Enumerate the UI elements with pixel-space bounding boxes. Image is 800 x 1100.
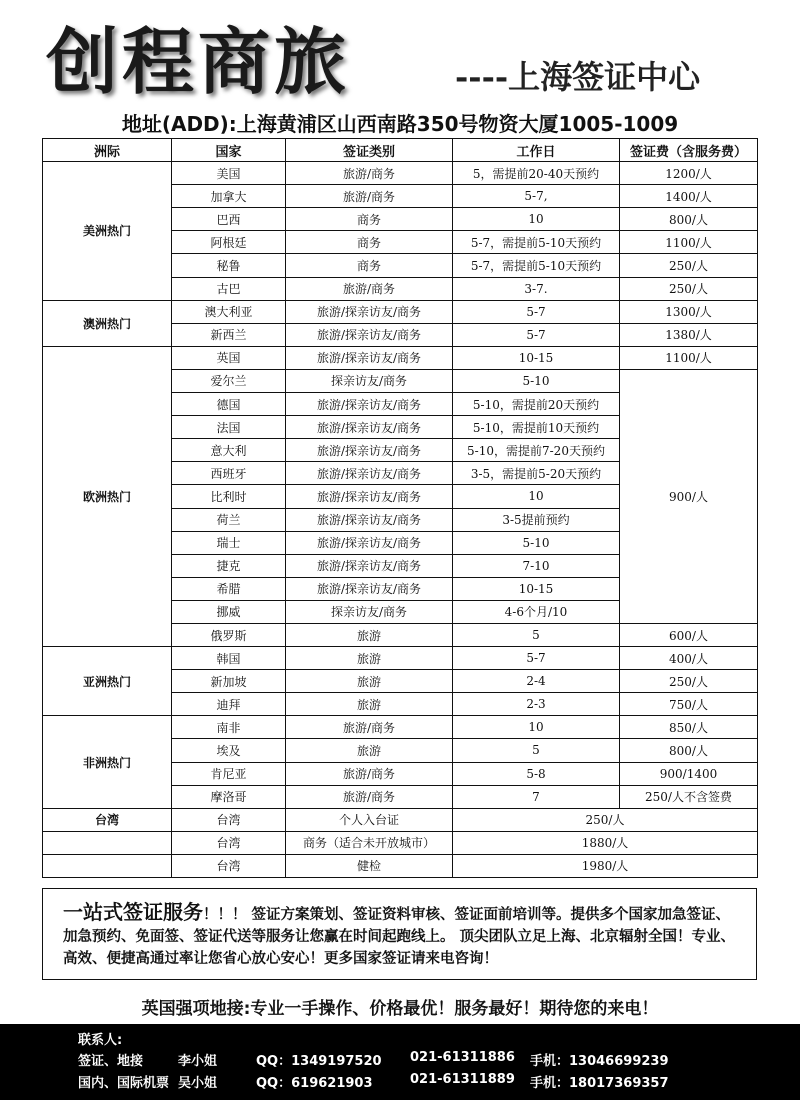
visa-type-cell: 旅游: [286, 647, 453, 670]
working-days-cell: 3-5，需提前5-20天预约: [453, 462, 620, 485]
subtitle: ----上海签证中心: [455, 58, 701, 96]
contact-tel: 021-61311886: [410, 1050, 515, 1065]
country-cell: 摩洛哥: [172, 785, 286, 808]
country-cell: 比利时: [172, 485, 286, 508]
country-cell: 新西兰: [172, 323, 286, 346]
contact-row: [78, 1072, 778, 1090]
contact-mobile: 手机：13046699239: [530, 1054, 669, 1069]
days-fee-cell: 1880/人: [453, 831, 758, 854]
table-row: [43, 854, 758, 877]
visa-type-cell: 旅游: [286, 739, 453, 762]
visa-type-cell: 旅游: [286, 693, 453, 716]
working-days-cell: 2-4: [453, 670, 620, 693]
fee-cell: 250/人不含签费: [620, 785, 758, 808]
working-days-cell: 5-7: [453, 647, 620, 670]
visa-type-cell: 商务（适合未开放城市）: [286, 831, 453, 854]
visa-type-cell: 旅游/探亲访友/商务: [286, 346, 453, 369]
fee-cell: 1300/人: [620, 300, 758, 323]
table-row: [43, 808, 758, 831]
country-cell: 埃及: [172, 739, 286, 762]
working-days-cell: 5-10，需提前20天预约: [453, 393, 620, 416]
working-days-cell: 5-10，需提前10天预约: [453, 416, 620, 439]
country-cell: 英国: [172, 346, 286, 369]
fee-cell: 800/人: [620, 739, 758, 762]
header-visa-type: 签证类别: [286, 139, 453, 162]
visa-type-cell: 健检: [286, 854, 453, 877]
contact-row: [78, 1050, 778, 1068]
country-cell: 迪拜: [172, 693, 286, 716]
visa-type-cell: 旅游/商务: [286, 162, 453, 185]
fee-cell: 400/人: [620, 647, 758, 670]
uk-service-line: 英国强项地接:专业一手操作、价格最优！服务最好！期待您的来电！: [141, 999, 659, 1019]
working-days-cell: 5: [453, 623, 620, 646]
visa-type-cell: 旅游/探亲访友/商务: [286, 300, 453, 323]
header-visa-fee: 签证费（含服务费）: [620, 139, 758, 162]
table-row: [43, 300, 758, 323]
region-cell: 台湾: [43, 808, 172, 831]
country-cell: 瑞士: [172, 531, 286, 554]
working-days-cell: 5-7: [453, 323, 620, 346]
region-cell: 美洲热门: [43, 162, 172, 301]
working-days-cell: 2-3: [453, 693, 620, 716]
contact-title: 联系人:: [78, 1033, 123, 1048]
working-days-cell: 10: [453, 716, 620, 739]
working-days-cell: 4-6个月/10: [453, 600, 620, 623]
visa-type-cell: 商务: [286, 208, 453, 231]
country-cell: 韩国: [172, 647, 286, 670]
country-cell: 台湾: [172, 808, 286, 831]
table-row: [43, 831, 758, 854]
visa-type-cell: 旅游: [286, 623, 453, 646]
country-cell: 挪威: [172, 600, 286, 623]
fee-cell: 850/人: [620, 716, 758, 739]
table-row: [43, 346, 758, 369]
country-cell: 西班牙: [172, 462, 286, 485]
days-fee-cell: 1980/人: [453, 854, 758, 877]
promo-text: ！！！ 签证方案策划、签证资料审核、签证面前培训等。提供多个国家加急签证、加急预约、免面签、签证代送等服务让您赢在时间起跑线上。 顶尖团队立足上海、北京辐射全国！专业、高效、便捷高通过率让您省心放心安心！更多国家签证请来电咨询！: [63, 907, 736, 967]
visa-type-cell: 旅游/商务: [286, 762, 453, 785]
country-cell: 加拿大: [172, 185, 286, 208]
fee-cell: 1100/人: [620, 231, 758, 254]
table-row: [43, 716, 758, 739]
region-cell: [43, 854, 172, 877]
visa-type-cell: 旅游/探亲访友/商务: [286, 462, 453, 485]
country-cell: 意大利: [172, 439, 286, 462]
visa-type-cell: 个人入台证: [286, 808, 453, 831]
working-days-cell: 5-7: [453, 300, 620, 323]
working-days-cell: 7-10: [453, 554, 620, 577]
fee-cell: 1200/人: [620, 162, 758, 185]
fee-cell: 900/1400: [620, 762, 758, 785]
fee-cell: 900/人: [620, 369, 758, 623]
fee-cell: 800/人: [620, 208, 758, 231]
working-days-cell: 5-10，需提前7-20天预约: [453, 439, 620, 462]
working-days-cell: 5-7，需提前5-10天预约: [453, 231, 620, 254]
country-cell: 新加坡: [172, 670, 286, 693]
brand-logo-text: 创程商旅: [46, 20, 351, 104]
country-cell: 肯尼亚: [172, 762, 286, 785]
country-cell: 南非: [172, 716, 286, 739]
region-cell: 亚洲热门: [43, 647, 172, 716]
fee-cell: 250/人: [620, 254, 758, 277]
country-cell: 阿根廷: [172, 231, 286, 254]
country-cell: 台湾: [172, 831, 286, 854]
country-cell: 捷克: [172, 554, 286, 577]
country-cell: 台湾: [172, 854, 286, 877]
region-cell: 欧洲热门: [43, 346, 172, 646]
working-days-cell: 5，需提前20-40天预约: [453, 162, 620, 185]
fee-cell: 1400/人: [620, 185, 758, 208]
fee-cell: 1380/人: [620, 323, 758, 346]
contact-service: 签证、地接: [78, 1054, 144, 1069]
contact-name: 吴小姐: [178, 1076, 218, 1091]
fee-cell: 750/人: [620, 693, 758, 716]
visa-type-cell: 旅游/探亲访友/商务: [286, 485, 453, 508]
country-cell: 巴西: [172, 208, 286, 231]
visa-type-cell: 旅游/探亲访友/商务: [286, 393, 453, 416]
visa-type-cell: 旅游/探亲访友/商务: [286, 577, 453, 600]
visa-type-cell: 旅游/商务: [286, 716, 453, 739]
visa-type-cell: 商务: [286, 254, 453, 277]
country-cell: 古巴: [172, 277, 286, 300]
contact-service: 国内、国际机票: [78, 1076, 170, 1091]
region-cell: 澳洲热门: [43, 300, 172, 346]
visa-type-cell: 商务: [286, 231, 453, 254]
contact-footer: [0, 1024, 800, 1100]
working-days-cell: 5-7,: [453, 185, 620, 208]
visa-price-table: [42, 138, 758, 878]
working-days-cell: 7: [453, 785, 620, 808]
visa-type-cell: 旅游/商务: [286, 185, 453, 208]
working-days-cell: 5: [453, 739, 620, 762]
country-cell: 爱尔兰: [172, 369, 286, 392]
working-days-cell: 10: [453, 208, 620, 231]
visa-type-cell: 探亲访友/商务: [286, 600, 453, 623]
working-days-cell: 5-10: [453, 369, 620, 392]
address: 地址(ADD):上海黄浦区山西南路350号物资大厦1005-1009: [121, 112, 679, 136]
country-cell: 秘鲁: [172, 254, 286, 277]
region-cell: [43, 831, 172, 854]
visa-type-cell: 旅游/探亲访友/商务: [286, 531, 453, 554]
fee-cell: 1100/人: [620, 346, 758, 369]
working-days-cell: 5-8: [453, 762, 620, 785]
working-days-cell: 5-7，需提前5-10天预约: [453, 254, 620, 277]
contact-mobile: 手机：18017369357: [530, 1076, 669, 1091]
working-days-cell: 3-7.: [453, 277, 620, 300]
country-cell: 德国: [172, 393, 286, 416]
header-country: 国家: [172, 139, 286, 162]
country-cell: 希腊: [172, 577, 286, 600]
visa-type-cell: 旅游/探亲访友/商务: [286, 323, 453, 346]
table-header-row: [43, 139, 758, 162]
visa-type-cell: 探亲访友/商务: [286, 369, 453, 392]
promo-lead: 一站式签证服务: [63, 900, 203, 924]
visa-type-cell: 旅游/探亲访友/商务: [286, 508, 453, 531]
region-cell: 非洲热门: [43, 716, 172, 808]
table-row: [43, 647, 758, 670]
fee-cell: 600/人: [620, 623, 758, 646]
fee-cell: 250/人: [620, 277, 758, 300]
visa-type-cell: 旅游/探亲访友/商务: [286, 416, 453, 439]
contact-tel: 021-61311889: [410, 1072, 515, 1087]
working-days-cell: 10-15: [453, 577, 620, 600]
contact-qq: QQ：619621903: [256, 1076, 373, 1091]
promo-box: [42, 888, 757, 980]
days-fee-cell: 250/人: [453, 808, 758, 831]
header-working-days: 工作日: [453, 139, 620, 162]
visa-type-cell: 旅游/探亲访友/商务: [286, 554, 453, 577]
visa-type-cell: 旅游/商务: [286, 277, 453, 300]
table-row: [43, 162, 758, 185]
country-cell: 法国: [172, 416, 286, 439]
country-cell: 澳大利亚: [172, 300, 286, 323]
header-region: 洲际: [43, 139, 172, 162]
working-days-cell: 10-15: [453, 346, 620, 369]
country-cell: 美国: [172, 162, 286, 185]
visa-type-cell: 旅游: [286, 670, 453, 693]
fee-cell: 250/人: [620, 670, 758, 693]
working-days-cell: 10: [453, 485, 620, 508]
contact-qq: QQ：1349197520: [256, 1054, 382, 1069]
visa-type-cell: 旅游/探亲访友/商务: [286, 439, 453, 462]
contact-name: 李小姐: [178, 1054, 218, 1069]
working-days-cell: 5-10: [453, 531, 620, 554]
country-cell: 俄罗斯: [172, 623, 286, 646]
country-cell: 荷兰: [172, 508, 286, 531]
working-days-cell: 3-5提前预约: [453, 508, 620, 531]
visa-type-cell: 旅游/商务: [286, 785, 453, 808]
